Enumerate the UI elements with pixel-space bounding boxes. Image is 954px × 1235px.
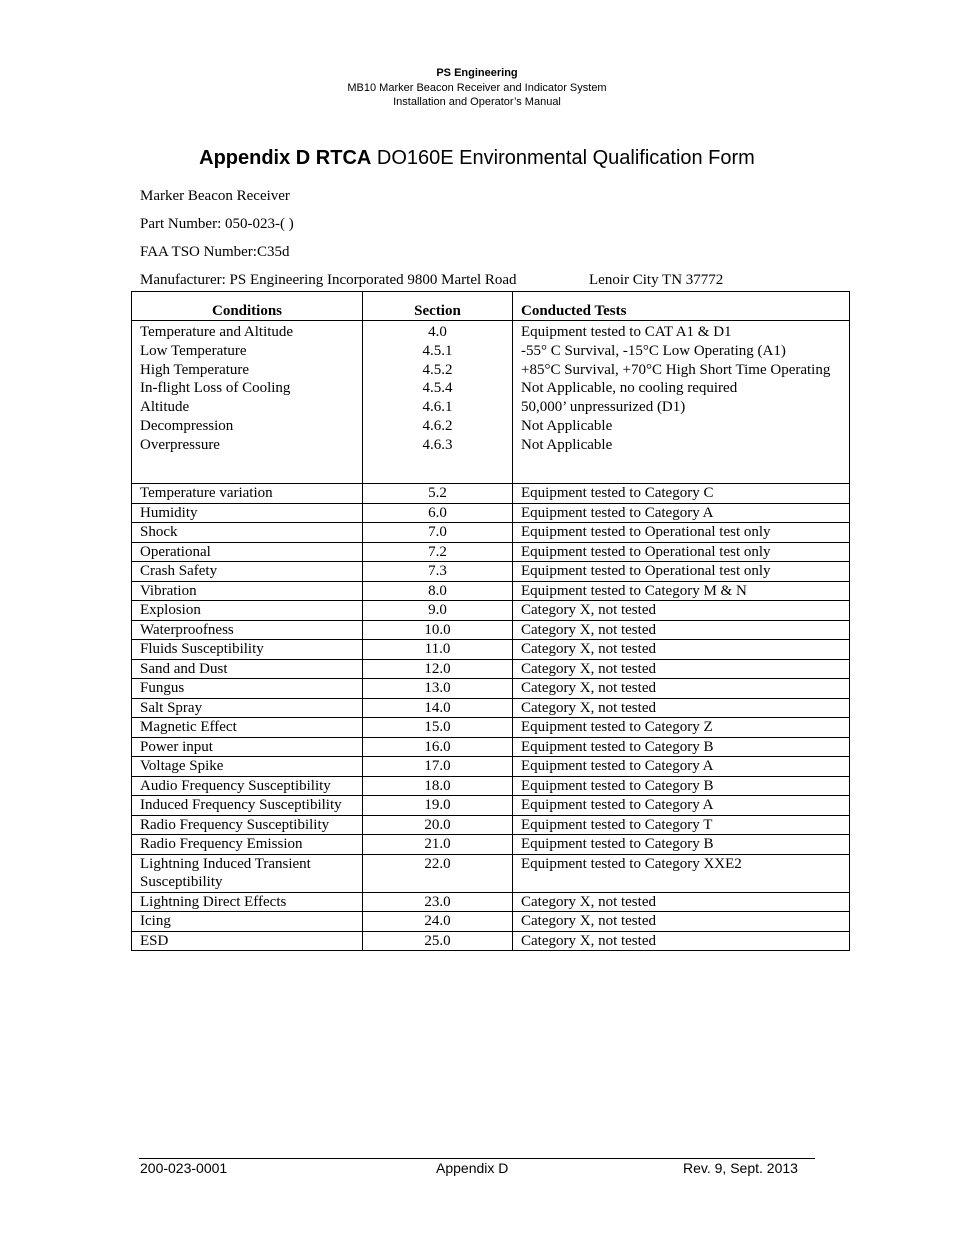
table-row [132,484,850,504]
section-number: 4.5.1 [422,342,453,359]
condition-cell: Induced Frequency Susceptibility [132,796,363,816]
test-cell: Equipment tested to Category T [513,815,850,835]
section-cell: 7.0 [363,523,513,543]
condition-label: Overpressure [140,436,220,453]
test-cell: Equipment tested to Operational test only [513,542,850,562]
section-cell: 14.0 [363,698,513,718]
condition-cell: Operational [132,542,363,562]
section-cell: 7.2 [363,542,513,562]
test-result: +85°C Survival, +70°C High Short Time Operating [521,361,831,378]
condition-cell: Magnetic Effect [132,718,363,738]
table-row [132,581,850,601]
condition-cell: Sand and Dust [132,659,363,679]
section-cell: 25.0 [363,931,513,951]
condition-cell: Vibration [132,581,363,601]
section-cell: 24.0 [363,912,513,932]
table-row [132,601,850,621]
table-row [132,892,850,912]
table-row [132,718,850,738]
group-section-cell [363,321,513,484]
table-body [132,321,850,951]
section-cell: 17.0 [363,757,513,777]
group-tests-cell [513,321,850,484]
test-result: -55° C Survival, -15°C Low Operating (A1) [521,342,786,359]
test-result: Not Applicable [521,417,613,434]
table-header-row [132,292,850,321]
condition-cell: Crash Safety [132,562,363,582]
condition-label: In-flight Loss of Cooling [140,380,291,397]
tso-number: FAA TSO Number:C35d [140,244,290,260]
section-number: 4.0 [428,324,447,340]
condition-label: High Temperature [140,361,250,378]
condition-cell: Lightning Direct Effects [132,892,363,912]
test-cell: Equipment tested to Category B [513,776,850,796]
manufacturer-line [140,272,724,289]
test-cell: Equipment tested to Category A [513,796,850,816]
condition-label: Low Temperature [140,342,247,359]
test-cell: Equipment tested to Category A [513,757,850,777]
section-cell: 15.0 [363,718,513,738]
section-cell: 5.2 [363,484,513,504]
condition-cell: Explosion [132,601,363,621]
test-cell: Equipment tested to Category Z [513,718,850,738]
column-header-conditions: Conditions [132,292,363,321]
condition-cell: Radio Frequency Susceptibility [132,815,363,835]
condition-cell: Lightning Induced Transient Susceptibility [132,854,363,892]
footer-revision: Rev. 9, Sept. 2013 [683,1160,798,1176]
condition-cell: Fungus [132,679,363,699]
table-row [132,640,850,660]
section-cell: 19.0 [363,796,513,816]
condition-cell: Audio Frequency Susceptibility [132,776,363,796]
table-row [132,737,850,757]
table-row [132,698,850,718]
section-number: 4.6.1 [422,399,453,416]
section-cell: 7.3 [363,562,513,582]
table-row [132,931,850,951]
test-cell: Category X, not tested [513,640,850,660]
page-title-bold: Appendix D RTCA [199,147,372,169]
condition-cell: Fluids Susceptibility [132,640,363,660]
footer-doc-number: 200-023-0001 [140,1160,228,1176]
condition-cell: Salt Spray [132,698,363,718]
table-row [132,542,850,562]
test-cell: Equipment tested to Category A [513,503,850,523]
test-cell: Category X, not tested [513,931,850,951]
manufacturer-city: Lenoir City TN 37772 [589,272,724,288]
table-row [132,659,850,679]
test-cell: Category X, not tested [513,679,850,699]
test-cell: Equipment tested to Operational test only [513,562,850,582]
header-company: PS Engineering [436,67,518,79]
test-cell: Category X, not tested [513,892,850,912]
condition-cell: Temperature variation [132,484,363,504]
test-result: Not Applicable [521,436,613,453]
test-cell: Equipment tested to Operational test only [513,523,850,543]
section-number: 4.6.2 [422,417,453,434]
section-cell: 20.0 [363,815,513,835]
section-cell: 11.0 [363,640,513,660]
condition-cell: ESD [132,931,363,951]
table-row [132,757,850,777]
section-cell: 23.0 [363,892,513,912]
table-row [132,854,850,892]
section-cell: 6.0 [363,503,513,523]
table-row [132,815,850,835]
section-cell: 22.0 [363,854,513,892]
part-number: Part Number: 050-023-( ) [140,216,294,232]
manufacturer: Manufacturer: PS Engineering Incorporated 9800 Martel Road [140,272,517,288]
test-cell: Category X, not tested [513,912,850,932]
section-number: 4.5.4 [422,380,453,397]
test-cell: Category X, not tested [513,698,850,718]
test-cell: Category X, not tested [513,601,850,621]
table-row [132,776,850,796]
condition-cell: Waterproofness [132,620,363,640]
section-cell: 10.0 [363,620,513,640]
test-result: 50,000’ unpressurized (D1) [521,399,686,416]
page-title-regular: DO160E Environmental Qualification Form [376,147,755,169]
table-row [132,620,850,640]
section-cell: 12.0 [363,659,513,679]
table-row [132,562,850,582]
section-cell: 16.0 [363,737,513,757]
condition-cell: Icing [132,912,363,932]
condition-cell: Power input [132,737,363,757]
condition-cell: Radio Frequency Emission [132,835,363,855]
section-cell: 9.0 [363,601,513,621]
test-cell: Equipment tested to Category XXE2 [513,854,850,892]
condition-cell: Humidity [132,503,363,523]
table-row [132,912,850,932]
table-row [132,679,850,699]
footer-divider [139,1158,815,1159]
section-number: 4.6.3 [422,436,453,453]
column-header-conducted-tests: Conducted Tests [513,292,850,321]
condition-label: Decompression [140,417,234,434]
section-number: 4.5.2 [422,361,453,378]
table-row [132,835,850,855]
condition-label: Altitude [140,399,190,416]
footer-section: Appendix D [436,1160,509,1176]
device-name: Marker Beacon Receiver [140,188,290,204]
header-manual: Installation and Operator’s Manual [393,96,561,108]
test-result: Not Applicable, no cooling required [521,380,738,397]
table-row [132,503,850,523]
test-cell: Category X, not tested [513,659,850,679]
section-cell: 18.0 [363,776,513,796]
condition-label: Temperature and Altitude [140,324,294,340]
table-row [132,796,850,816]
running-header [0,66,954,110]
table-row [132,523,850,543]
table-group-row [132,321,850,484]
header-product: MB10 Marker Beacon Receiver and Indicator System [347,81,607,94]
section-cell: 21.0 [363,835,513,855]
test-result: Equipment tested to CAT A1 & D1 [521,324,732,340]
group-conditions-cell [132,321,363,484]
column-header-section: Section [363,292,513,321]
test-cell: Equipment tested to Category B [513,835,850,855]
test-cell: Equipment tested to Category B [513,737,850,757]
test-cell: Equipment tested to Category C [513,484,850,504]
test-cell: Category X, not tested [513,620,850,640]
section-cell: 13.0 [363,679,513,699]
page-title [0,147,954,170]
condition-cell: Shock [132,523,363,543]
test-cell: Equipment tested to Category M & N [513,581,850,601]
condition-cell: Voltage Spike [132,757,363,777]
section-cell: 8.0 [363,581,513,601]
qualification-table [131,291,850,951]
